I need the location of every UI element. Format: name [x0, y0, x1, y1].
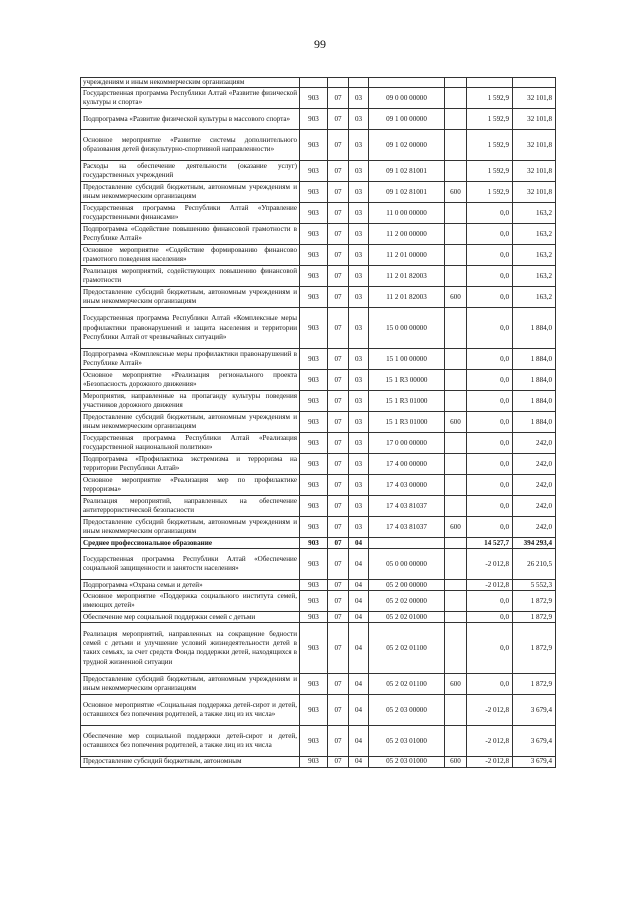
cell-amount-change: 1 592,9: [467, 182, 513, 203]
cell-target-article: 05 2 03 00000: [369, 695, 445, 726]
cell-target-article: 11 0 00 00000: [369, 203, 445, 224]
cell-target-article: 17 4 00 00000: [369, 454, 445, 475]
cell-section: 07: [328, 623, 349, 674]
table-row: [81, 266, 556, 287]
cell-expense-type: [445, 161, 467, 182]
table-row: [81, 612, 556, 623]
cell-amount-total: 242,0: [513, 433, 556, 454]
cell-section: 07: [328, 130, 349, 161]
cell-expense-type: [445, 475, 467, 496]
table-row: [81, 109, 556, 130]
cell-section: 07: [328, 433, 349, 454]
cell-section: 07: [328, 454, 349, 475]
cell-section: 07: [328, 266, 349, 287]
cell-target-article: [369, 78, 445, 88]
cell-subsection: 03: [349, 109, 369, 130]
cell-expense-type: 600: [445, 757, 467, 767]
cell-subsection: 04: [349, 580, 369, 591]
cell-target-article: 05 2 03 01000: [369, 757, 445, 767]
cell-amount-change: [467, 78, 513, 88]
cell-target-article: 15 0 00 00000: [369, 308, 445, 349]
cell-subsection: 03: [349, 412, 369, 433]
cell-subsection: 03: [349, 349, 369, 370]
cell-section: 07: [328, 517, 349, 538]
table-row: [81, 391, 556, 412]
cell-expense-type: [445, 266, 467, 287]
cell-amount-total: 163,2: [513, 224, 556, 245]
cell-name: Расходы на обеспечение деятельности (оказание услуг) государственных учреждений: [81, 161, 300, 182]
cell-admin-code: 903: [300, 130, 328, 161]
table-row: [81, 349, 556, 370]
cell-expense-type: [445, 549, 467, 580]
cell-amount-change: -2 012,8: [467, 549, 513, 580]
table-row: [81, 496, 556, 517]
table-row: [81, 182, 556, 203]
cell-subsection: 04: [349, 538, 369, 549]
cell-admin-code: 903: [300, 182, 328, 203]
cell-expense-type: [445, 612, 467, 623]
cell-target-article: 11 2 00 00000: [369, 224, 445, 245]
cell-name: учреждениям и иным некоммерческим организациям: [81, 78, 300, 88]
cell-subsection: 03: [349, 203, 369, 224]
cell-subsection: 03: [349, 130, 369, 161]
cell-amount-change: 0,0: [467, 433, 513, 454]
budget-table: [80, 77, 556, 768]
cell-subsection: 03: [349, 161, 369, 182]
cell-subsection: 04: [349, 695, 369, 726]
cell-expense-type: 600: [445, 182, 467, 203]
cell-subsection: 03: [349, 391, 369, 412]
cell-name: Основное мероприятие «Реализация регионального проекта «Безопасность дорожного движения»: [81, 370, 300, 391]
cell-amount-total: 1 884,0: [513, 412, 556, 433]
cell-amount-change: 0,0: [467, 475, 513, 496]
cell-admin-code: 903: [300, 433, 328, 454]
cell-name: Предоставление субсидий бюджетным, автономным: [81, 757, 300, 767]
table-row: [81, 538, 556, 549]
cell-name: Реализация мероприятий, направленных на сокращение бедности семей с детьми и улучшение условий жизнедеятельности детей в таких семьях, за счет средств Фонда поддержки детей, находящихся в трудной жизненной ситуации: [81, 623, 300, 674]
cell-expense-type: [445, 623, 467, 674]
cell-admin-code: 903: [300, 612, 328, 623]
page-number: 99: [314, 37, 326, 51]
cell-subsection: 03: [349, 454, 369, 475]
cell-target-article: 15 1 R3 01000: [369, 391, 445, 412]
cell-amount-total: 394 293,4: [513, 538, 556, 549]
cell-section: 07: [328, 674, 349, 695]
table-row: [81, 580, 556, 591]
cell-expense-type: [445, 224, 467, 245]
cell-name: Предоставление субсидий бюджетным, автономным учреждениям и иным некоммерческим организациям: [81, 287, 300, 308]
table-row: [81, 591, 556, 612]
cell-subsection: 03: [349, 224, 369, 245]
cell-target-article: 05 2 02 01100: [369, 623, 445, 674]
cell-amount-total: 32 101,8: [513, 130, 556, 161]
cell-admin-code: 903: [300, 203, 328, 224]
table-row: [81, 623, 556, 674]
cell-expense-type: [445, 370, 467, 391]
cell-admin-code: 903: [300, 266, 328, 287]
cell-subsection: 04: [349, 549, 369, 580]
cell-expense-type: [445, 726, 467, 757]
cell-amount-change: -2 012,8: [467, 580, 513, 591]
table-row: [81, 88, 556, 109]
cell-amount-total: 1 884,0: [513, 349, 556, 370]
cell-admin-code: 903: [300, 391, 328, 412]
cell-name: Основное мероприятие «Реализация мер по профилактике терроризма»: [81, 475, 300, 496]
cell-amount-total: 163,2: [513, 245, 556, 266]
cell-subsection: 03: [349, 308, 369, 349]
cell-subsection: 04: [349, 623, 369, 674]
cell-name: Государственная программа Республики Алтай «Управление государственными финансами»: [81, 203, 300, 224]
cell-amount-total: 242,0: [513, 517, 556, 538]
cell-section: 07: [328, 591, 349, 612]
cell-amount-total: 1 884,0: [513, 391, 556, 412]
cell-amount-change: 0,0: [467, 266, 513, 287]
cell-subsection: 03: [349, 475, 369, 496]
cell-expense-type: [445, 78, 467, 88]
cell-amount-change: -2 012,8: [467, 757, 513, 767]
cell-name: Государственная программа Республики Алтай «Развитие физической культуры и спорта»: [81, 88, 300, 109]
cell-subsection: 03: [349, 88, 369, 109]
cell-amount-change: 0,0: [467, 517, 513, 538]
cell-expense-type: 600: [445, 287, 467, 308]
cell-name: Государственная программа Республики Алтай «Комплексные меры профилактики правонарушений и защита населения и территории Республики Алтай от чрезвычайных ситуаций»: [81, 308, 300, 349]
cell-target-article: 09 1 02 00000: [369, 130, 445, 161]
table-row: [81, 757, 556, 767]
cell-subsection: 03: [349, 496, 369, 517]
table-row: [81, 370, 556, 391]
cell-admin-code: 903: [300, 224, 328, 245]
cell-name: Основное мероприятие «Содействие формированию финансово грамотного поведения населения»: [81, 245, 300, 266]
cell-subsection: 03: [349, 370, 369, 391]
cell-section: 07: [328, 308, 349, 349]
cell-subsection: 04: [349, 612, 369, 623]
cell-admin-code: 903: [300, 757, 328, 767]
cell-target-article: 05 2 02 01100: [369, 674, 445, 695]
cell-section: 07: [328, 203, 349, 224]
cell-amount-change: 0,0: [467, 454, 513, 475]
cell-section: 07: [328, 549, 349, 580]
cell-name: Среднее профессиональное образование: [81, 538, 300, 549]
cell-expense-type: [445, 496, 467, 517]
cell-expense-type: [445, 245, 467, 266]
cell-amount-change: 0,0: [467, 203, 513, 224]
cell-name: Обеспечение мер социальной поддержки детей-сирот и детей, оставшихся без попечения родителей, а также лиц из их числа: [81, 726, 300, 757]
cell-admin-code: 903: [300, 287, 328, 308]
table-row: [81, 78, 556, 88]
cell-amount-change: 1 592,9: [467, 161, 513, 182]
cell-target-article: [369, 538, 445, 549]
cell-section: 07: [328, 412, 349, 433]
cell-amount-total: 32 101,8: [513, 109, 556, 130]
cell-name: Предоставление субсидий бюджетным, автономным учреждениям и иным некоммерческим организациям: [81, 182, 300, 203]
cell-expense-type: [445, 109, 467, 130]
cell-amount-total: [513, 78, 556, 88]
cell-amount-total: 242,0: [513, 475, 556, 496]
cell-subsection: 04: [349, 726, 369, 757]
cell-section: 07: [328, 612, 349, 623]
cell-section: 07: [328, 496, 349, 517]
cell-amount-total: 163,2: [513, 266, 556, 287]
cell-expense-type: [445, 695, 467, 726]
cell-target-article: 11 2 01 82003: [369, 287, 445, 308]
cell-target-article: 05 2 03 01000: [369, 726, 445, 757]
table-row: [81, 433, 556, 454]
cell-admin-code: 903: [300, 538, 328, 549]
cell-subsection: 03: [349, 287, 369, 308]
cell-name: Обеспечение мер социальной поддержки семей с детьми: [81, 612, 300, 623]
cell-admin-code: 903: [300, 88, 328, 109]
cell-amount-change: 0,0: [467, 349, 513, 370]
cell-amount-total: 163,2: [513, 287, 556, 308]
cell-amount-change: 0,0: [467, 612, 513, 623]
cell-admin-code: 903: [300, 308, 328, 349]
table-row: [81, 454, 556, 475]
table-row: [81, 695, 556, 726]
cell-admin-code: 903: [300, 674, 328, 695]
cell-amount-change: 0,0: [467, 391, 513, 412]
cell-name: Предоставление субсидий бюджетным, автономным учреждениям и иным некоммерческим организациям: [81, 517, 300, 538]
cell-subsection: [349, 78, 369, 88]
cell-target-article: 15 1 R3 00000: [369, 370, 445, 391]
cell-target-article: 17 0 00 00000: [369, 433, 445, 454]
table-row: [81, 130, 556, 161]
cell-name: Государственная программа Республики Алтай «Реализация государственной национальной политики»: [81, 433, 300, 454]
table-row: [81, 308, 556, 349]
cell-amount-change: -2 012,8: [467, 726, 513, 757]
cell-admin-code: 903: [300, 591, 328, 612]
cell-amount-change: 1 592,9: [467, 130, 513, 161]
cell-amount-change: 0,0: [467, 224, 513, 245]
cell-name: Подпрограмма «Содействие повышению финансовой грамотности в Республике Алтай»: [81, 224, 300, 245]
cell-admin-code: 903: [300, 726, 328, 757]
cell-section: 07: [328, 245, 349, 266]
cell-amount-change: 0,0: [467, 308, 513, 349]
cell-admin-code: 903: [300, 245, 328, 266]
cell-amount-total: 1 872,9: [513, 612, 556, 623]
cell-amount-total: 3 679,4: [513, 726, 556, 757]
cell-amount-total: 242,0: [513, 454, 556, 475]
cell-section: 07: [328, 726, 349, 757]
cell-amount-change: 1 592,9: [467, 109, 513, 130]
cell-name: Реализация мероприятий, содействующих повышению финансовой грамотности: [81, 266, 300, 287]
cell-subsection: 03: [349, 266, 369, 287]
cell-expense-type: [445, 308, 467, 349]
cell-name: Предоставление субсидий бюджетным, автономным учреждениям и иным некоммерческим организациям: [81, 674, 300, 695]
cell-target-article: 11 2 01 00000: [369, 245, 445, 266]
cell-target-article: 09 0 00 00000: [369, 88, 445, 109]
table-row: [81, 674, 556, 695]
cell-amount-change: 0,0: [467, 496, 513, 517]
cell-amount-total: 163,2: [513, 203, 556, 224]
cell-section: 07: [328, 475, 349, 496]
cell-expense-type: 600: [445, 674, 467, 695]
cell-expense-type: [445, 538, 467, 549]
cell-name: Мероприятия, направленные на пропаганду культуры поведения участников дорожного движения: [81, 391, 300, 412]
cell-section: 07: [328, 349, 349, 370]
cell-section: 07: [328, 88, 349, 109]
cell-section: 07: [328, 287, 349, 308]
cell-target-article: 17 4 03 00000: [369, 475, 445, 496]
cell-subsection: 04: [349, 591, 369, 612]
cell-amount-total: 1 872,9: [513, 591, 556, 612]
cell-expense-type: [445, 349, 467, 370]
cell-target-article: 09 1 02 81001: [369, 182, 445, 203]
cell-amount-total: 242,0: [513, 496, 556, 517]
cell-section: 07: [328, 695, 349, 726]
cell-amount-change: 0,0: [467, 370, 513, 391]
cell-section: 07: [328, 182, 349, 203]
cell-target-article: 17 4 03 81037: [369, 496, 445, 517]
cell-target-article: 05 2 02 00000: [369, 591, 445, 612]
cell-amount-total: 26 210,5: [513, 549, 556, 580]
cell-target-article: 17 4 03 81037: [369, 517, 445, 538]
cell-amount-total: 32 101,8: [513, 182, 556, 203]
cell-section: 07: [328, 161, 349, 182]
cell-amount-change: 0,0: [467, 287, 513, 308]
cell-expense-type: [445, 130, 467, 161]
cell-amount-total: 1 872,9: [513, 674, 556, 695]
cell-subsection: 04: [349, 674, 369, 695]
cell-amount-change: 0,0: [467, 412, 513, 433]
cell-name: Реализация мероприятий, направленных на обеспечение антитеррористической безопасности: [81, 496, 300, 517]
cell-name: Основное мероприятие «Развитие системы дополнительного образования детей физкультурно-спортивной направленности»: [81, 130, 300, 161]
cell-expense-type: [445, 591, 467, 612]
table-row: [81, 412, 556, 433]
cell-admin-code: 903: [300, 412, 328, 433]
table-row: [81, 517, 556, 538]
cell-admin-code: 903: [300, 475, 328, 496]
cell-target-article: 05 0 00 00000: [369, 549, 445, 580]
cell-amount-change: -2 012,8: [467, 695, 513, 726]
cell-expense-type: 600: [445, 517, 467, 538]
cell-admin-code: 903: [300, 580, 328, 591]
cell-expense-type: [445, 580, 467, 591]
cell-subsection: 03: [349, 245, 369, 266]
table-row: [81, 287, 556, 308]
cell-admin-code: 903: [300, 549, 328, 580]
table-body: [81, 78, 556, 768]
cell-amount-total: 3 679,4: [513, 695, 556, 726]
cell-admin-code: [300, 78, 328, 88]
cell-amount-change: 0,0: [467, 623, 513, 674]
table-row: [81, 224, 556, 245]
cell-amount-total: 32 101,8: [513, 161, 556, 182]
cell-name: Подпрограмма «Охрана семьи и детей»: [81, 580, 300, 591]
cell-target-article: 11 2 01 82003: [369, 266, 445, 287]
cell-name: Государственная программа Республики Алтай «Обеспечение социальной защищенности и занятости населения»: [81, 549, 300, 580]
cell-amount-total: 1 884,0: [513, 370, 556, 391]
cell-admin-code: 903: [300, 370, 328, 391]
cell-expense-type: [445, 203, 467, 224]
cell-target-article: 09 1 02 81001: [369, 161, 445, 182]
cell-amount-change: 14 527,7: [467, 538, 513, 549]
table-row: [81, 475, 556, 496]
cell-admin-code: 903: [300, 623, 328, 674]
cell-amount-total: 1 872,9: [513, 623, 556, 674]
cell-target-article: 15 1 00 00000: [369, 349, 445, 370]
cell-amount-change: 0,0: [467, 591, 513, 612]
cell-name: Основное мероприятие «Социальная поддержка детей-сирот и детей, оставшихся без попечения родителей, а также лиц из их числа»: [81, 695, 300, 726]
cell-amount-change: 1 592,9: [467, 88, 513, 109]
cell-name: Предоставление субсидий бюджетным, автономным учреждениям и иным некоммерческим организациям: [81, 412, 300, 433]
cell-section: 07: [328, 109, 349, 130]
cell-expense-type: [445, 433, 467, 454]
table-row: [81, 549, 556, 580]
cell-amount-change: 0,0: [467, 245, 513, 266]
table-row: [81, 726, 556, 757]
cell-admin-code: 903: [300, 161, 328, 182]
cell-subsection: 03: [349, 433, 369, 454]
cell-target-article: 05 2 02 01000: [369, 612, 445, 623]
cell-name: Подпрограмма «Профилактика экстремизма и терроризма на территории Республики Алтай»: [81, 454, 300, 475]
cell-amount-total: 5 552,3: [513, 580, 556, 591]
cell-amount-total: 32 101,8: [513, 88, 556, 109]
cell-target-article: 05 2 00 00000: [369, 580, 445, 591]
cell-expense-type: [445, 391, 467, 412]
cell-section: 07: [328, 224, 349, 245]
cell-amount-total: 3 679,4: [513, 757, 556, 767]
cell-name: Подпрограмма «Развитие физической культуры в массового спорта»: [81, 109, 300, 130]
table-row: [81, 245, 556, 266]
cell-target-article: 09 1 00 00000: [369, 109, 445, 130]
cell-subsection: 03: [349, 182, 369, 203]
cell-expense-type: [445, 88, 467, 109]
cell-section: [328, 78, 349, 88]
cell-amount-change: 0,0: [467, 674, 513, 695]
cell-subsection: 03: [349, 517, 369, 538]
cell-admin-code: 903: [300, 695, 328, 726]
cell-admin-code: 903: [300, 496, 328, 517]
cell-target-article: 15 1 R3 01000: [369, 412, 445, 433]
cell-admin-code: 903: [300, 454, 328, 475]
cell-admin-code: 903: [300, 517, 328, 538]
cell-section: 07: [328, 370, 349, 391]
cell-section: 07: [328, 391, 349, 412]
cell-section: 07: [328, 538, 349, 549]
cell-name: Подпрограмма «Комплексные меры профилактики правонарушений в Республике Алтай»: [81, 349, 300, 370]
table-row: [81, 203, 556, 224]
table-row: [81, 161, 556, 182]
cell-expense-type: 600: [445, 412, 467, 433]
cell-admin-code: 903: [300, 349, 328, 370]
cell-section: 07: [328, 757, 349, 767]
cell-name: Основное мероприятие «Поддержка социального института семей, имеющих детей»: [81, 591, 300, 612]
cell-subsection: 04: [349, 757, 369, 767]
cell-expense-type: [445, 454, 467, 475]
cell-amount-total: 1 884,0: [513, 308, 556, 349]
cell-section: 07: [328, 580, 349, 591]
cell-admin-code: 903: [300, 109, 328, 130]
